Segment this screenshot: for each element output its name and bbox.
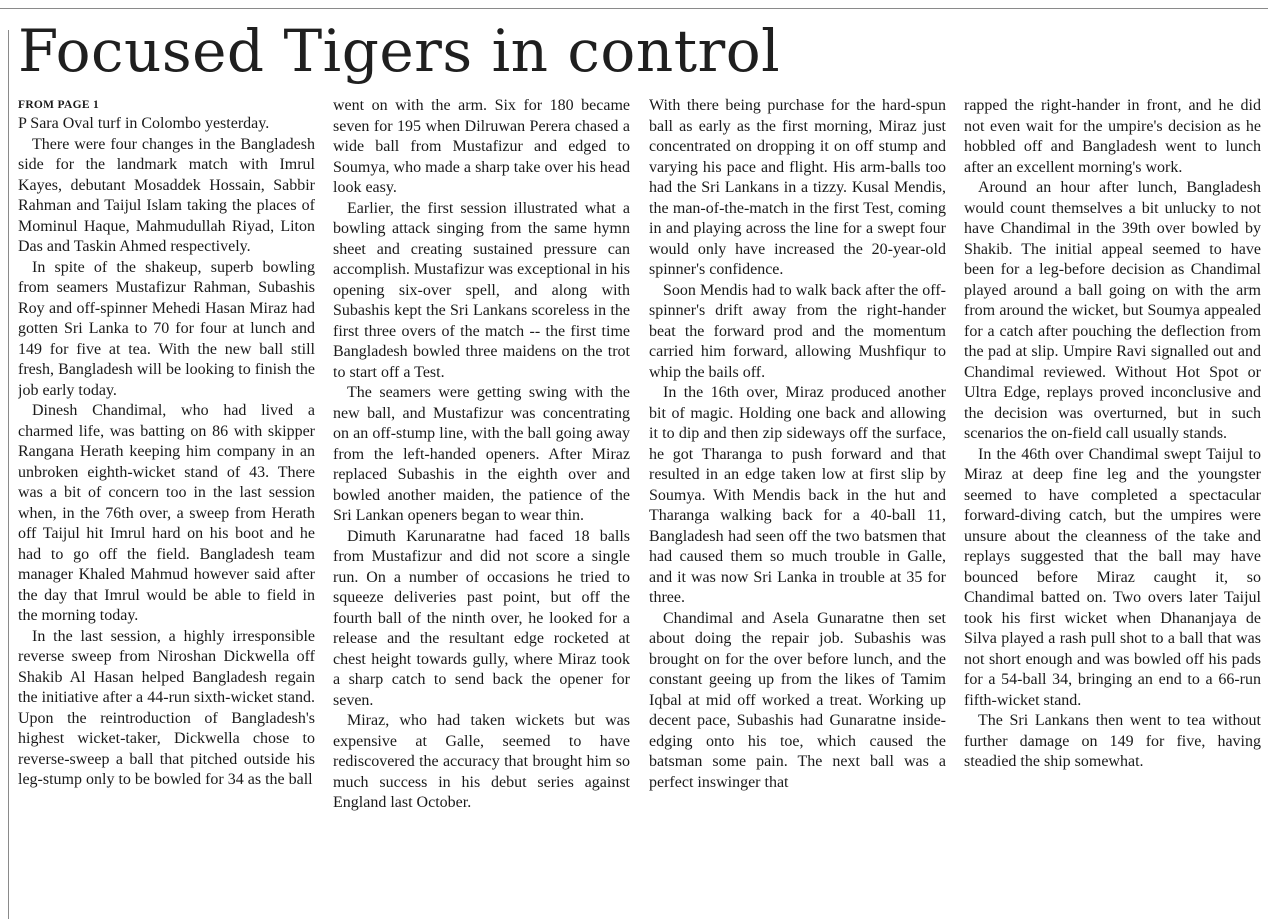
article-column-2 (333, 96, 630, 919)
body-paragraph: Soon Mendis had to walk back after the off-spinner's drift away from the right-hander beat the forward prod and the momentum carried him forward, allowing Mushfiqur to whip the bails off. (649, 281, 946, 381)
body-paragraph: The seamers were getting swing with the new ball, and Mustafizur was concentrating on an off-stump line, with the ball going away from the left-handed openers. After Miraz replaced Subashis in the eighth over and bowled another maiden, the patience of the Sri Lankan openers began to wear thin. (333, 384, 630, 524)
top-rule (0, 8, 1268, 9)
body-paragraph: In the last session, a highly irresponsible reverse sweep from Niroshan Dickwella off Shakib Al Hasan helped Bangladesh regain the initiative after a 44-run sixth-wicket stand. Upon the reintroduction of Bangladesh's highest wicket-taker, Dickwella chose to reverse-sweep a ball that pitched outside his leg-stump only to be bowled for 34 as the ball (18, 627, 315, 788)
body-paragraph: Dimuth Karunaratne had faced 18 balls from Mustafizur and did not score a single run. On a number of occasions he tried to squeeze deliveries past point, but off the fourth ball of the ninth over, he looked for a release and the resultant edge rocketed at chest height towards gully, where Miraz took a sharp catch to send back the opener for seven. (333, 527, 630, 709)
body-paragraph: Chandimal and Asela Gunaratne then set about doing the repair job. Subashis was brought on for the over before lunch, and the constant geeing up from the likes of Tamim Iqbal at mid off worked a treat. Working up decent pace, Subashis had Gunaratne inside-edging onto his toe, which caused the batsman some pain. The next ball was a perfect inswinger that (649, 609, 946, 791)
body-paragraph: rapped the right-hander in front, and he did not even wait for the umpire's decision as he hobbled off and Bangladesh went to lunch after an excellent morning's work. (964, 97, 1261, 176)
body-paragraph: P Sara Oval turf in Colombo yesterday. (18, 115, 270, 132)
body-paragraph: In the 16th over, Miraz produced another bit of magic. Holding one back and allowing it to dip and then zip sideways off the surface, he got Tharanga to push forward and that resulted in an edge taken low at first slip by Soumya. With Mendis back in the hut and Tharanga walking back for a 40-ball 11, Bangladesh had seen off the two batsmen that had caused them so much trouble in Galle, and it was now Sri Lanka in trouble at 35 for three. (649, 384, 946, 606)
body-paragraph: Around an hour after lunch, Bangladesh would count themselves a bit unlucky to not have Chandimal in the 39th over bowled by Shakib. The initial appeal seemed to have been for a leg-before decision as Chandimal played around a ball going on with the arm from around the wicket, but Soumya appealed for a catch after pouching the deflection from the pad at slip. Umpire Ravi signalled out and Chandimal reviewed. Without Hot Spot or Ultra Edge, replays proved inconclusive and the decision was overturned, but in such scenarios the on-field call usually stands. (964, 179, 1261, 442)
body-paragraph: Dinesh Chandimal, who had lived a charmed life, was batting on 86 with skipper Rangana Herath keeping him company in an unbroken eighth-wicket stand of 43. There was a bit of concern too in the last session when, in the 76th over, a sweep from Herath off Taijul hit Imrul hard on his boot and he had to go off the field. Bangladesh team manager Khaled Mahmud however said after the day that Imrul would be able to field in the morning today. (18, 402, 315, 624)
article-column-3 (649, 96, 946, 919)
body-paragraph: Miraz, who had taken wickets but was expensive at Galle, seemed to have rediscovered the accuracy that brought him so much success in his debut series against England last October. (333, 712, 630, 811)
body-paragraph: Earlier, the first session illustrated what a bowling attack singing from the same hymn sheet and creating sustained pressure can accomplish. Mustafizur was exceptional in his opening six-over spell, and along with Subashis kept the Sri Lankans scoreless in the first three overs of the match -- the first time Bangladesh bowled three maidens on the trot to start off a Test. (333, 199, 630, 381)
article-column-4 (964, 96, 1261, 919)
left-column-rule (8, 30, 9, 919)
body-paragraph: In the 46th over Chandimal swept Taijul to Miraz at deep fine leg and the youngster seemed to have completed a spectacular forward-diving catch, but the umpires were unsure about the cleanness of the take and replays suggested that the ball may have bounced before Miraz caught it, so Chandimal batted on. Two overs later Taijul took his first wicket when Dhananjaya de Silva played a rash pull shot to a ball that was not short enough and was bowled off his pads for a 54-ball 34, bringing an end to a 66-run fifth-wicket stand. (964, 445, 1261, 709)
body-paragraph: In spite of the shakeup, superb bowling from seamers Mustafizur Rahman, Subashis Roy and off-spinner Mehedi Hasan Miraz had gotten Sri Lanka to 70 for four at lunch and 149 for five at tea. With the new ball still fresh, Bangladesh will be looking to finish the job early today. (18, 258, 315, 399)
kicker: FROM PAGE 1 (18, 99, 100, 111)
body-paragraph: went on with the arm. Six for 180 became seven for 195 when Dilruwan Perera chased a wide ball from Mustafizur and edged to Soumya, who made a sharp take over his head look easy. (333, 97, 630, 196)
body-paragraph: The Sri Lankans then went to tea without further damage on 149 for five, having steadied the ship somewhat. (964, 712, 1261, 770)
body-paragraph: With there being purchase for the hard-spun ball as early as the first morning, Miraz just concentrated on dropping it on off stump and varying his pace and flight. His arm-balls too had the Sri Lankans in a tizzy. Kusal Mendis, the man-of-the-match in the first Test, coming in and playing across the line for a swept four would only have increased the 20-year-old spinner's confidence. (649, 97, 946, 278)
article-column-1 (18, 96, 315, 919)
body-paragraph: There were four changes in the Bangladesh side for the landmark match with Imrul Kayes, debutant Mosaddek Hossain, Sabbir Rahman and Taijul Islam taking the places of Mominul Haque, Mahmudullah Riyad, Liton Das and Taskin Ahmed respectively. (18, 135, 315, 255)
headline: Focused Tigers in control (18, 17, 781, 85)
article-body (18, 96, 1262, 919)
